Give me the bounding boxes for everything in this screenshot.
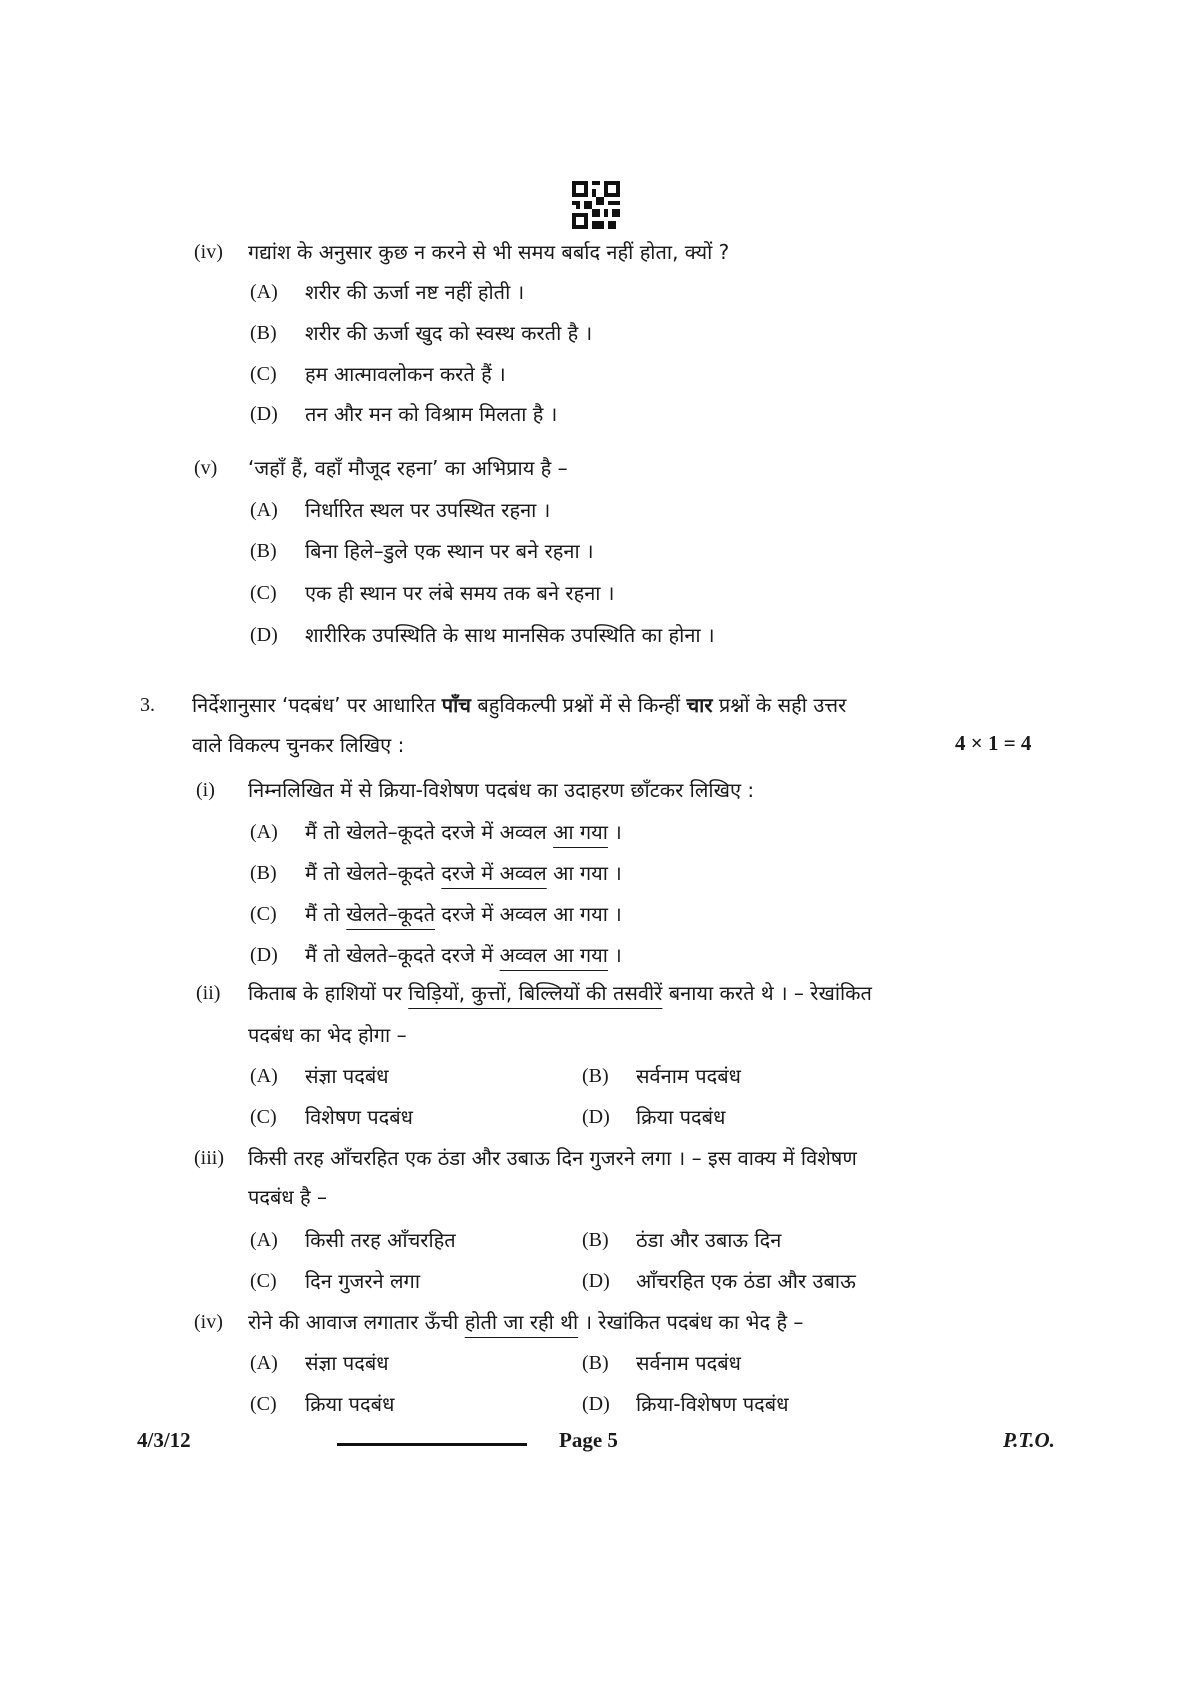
option-text: निर्धारित स्थल पर उपस्थित रहना । <box>305 498 551 522</box>
option-text: संज्ञा पदबंध <box>305 1351 389 1375</box>
question-text-line2: पदबंध का भेद होगा – <box>248 1023 407 1047</box>
option-label: (A) <box>250 1229 278 1251</box>
qr-code-icon <box>572 180 620 230</box>
option-label: (D) <box>582 1106 610 1128</box>
option-text: मैं तो खेलते–कूदते दरजे में अव्वल आ गया । <box>305 902 622 926</box>
option-text: मैं तो खेलते–कूदते दरजे में अव्वल आ गया । <box>305 943 622 967</box>
option-text: मैं तो खेलते–कूदते दरजे में अव्वल आ गया । <box>305 861 622 885</box>
option-label: (C) <box>250 582 277 604</box>
option-text: संज्ञा पदबंध <box>305 1064 389 1088</box>
option-text: बिना हिले–डुले एक स्थान पर बने रहना । <box>305 539 594 563</box>
question-text-line2: पदबंध है – <box>248 1185 328 1209</box>
option-label: (A) <box>250 281 278 303</box>
question-label: (ii) <box>196 982 221 1004</box>
option-label: (C) <box>250 903 277 925</box>
question-instruction: निर्देशानुसार ‘पदबंध’ पर आधारित पाँच बहुविकल्पी प्रश्नों में से किन्हीं चार प्रश्नों के सही उत्तर <box>192 693 847 717</box>
question-text: निम्नलिखित में से क्रिया-विशेषण पदबंध का उदाहरण छाँटकर लिखिए : <box>248 778 755 802</box>
option-label: (A) <box>250 1352 278 1374</box>
question-text: किताब के हाशियों पर चिड़ियों, कुत्तों, बिल्लियों की तसवीरें बनाया करते थे । – रेखांकित <box>248 981 872 1005</box>
question-label: (i) <box>196 779 215 801</box>
option-text: शारीरिक उपस्थिति के साथ मानसिक उपस्थिति का होना । <box>305 623 715 647</box>
option-text: आँचरहित एक ठंडा और उबाऊ <box>636 1269 856 1293</box>
option-text: क्रिया पदबंध <box>305 1392 395 1416</box>
option-text: क्रिया-विशेषण पदबंध <box>636 1392 789 1416</box>
page-number: Page 5 <box>559 1428 618 1452</box>
option-text: मैं तो खेलते–कूदते दरजे में अव्वल आ गया । <box>305 820 622 844</box>
option-text: सर्वनाम पदबंध <box>636 1064 741 1088</box>
option-text: दिन गुजरने लगा <box>305 1269 420 1293</box>
option-text: सर्वनाम पदबंध <box>636 1351 741 1375</box>
option-text: शरीर की ऊर्जा नष्ट नहीं होती । <box>305 280 525 304</box>
option-text: विशेषण पदबंध <box>305 1105 413 1129</box>
question-label: (iii) <box>194 1147 224 1169</box>
question-label: (iv) <box>194 241 223 263</box>
option-label: (B) <box>582 1352 609 1374</box>
option-text: एक ही स्थान पर लंबे समय तक बने रहना । <box>305 581 615 605</box>
option-label: (C) <box>250 363 277 385</box>
footer-rule <box>337 1443 527 1446</box>
option-label: (B) <box>250 862 277 884</box>
marks: 4 × 1 = 4 <box>955 731 1032 755</box>
option-text: क्रिया पदबंध <box>636 1105 726 1129</box>
option-label: (D) <box>250 624 278 646</box>
option-label: (B) <box>250 322 277 344</box>
option-label: (B) <box>582 1065 609 1087</box>
paper-code: 4/3/12 <box>137 1428 191 1452</box>
option-label: (A) <box>250 821 278 843</box>
option-text: हम आत्मावलोकन करते हैं । <box>305 362 506 386</box>
question-text: गद्यांश के अनुसार कुछ न करने से भी समय बर्बाद नहीं होता, क्यों ? <box>248 240 730 264</box>
question-text: किसी तरह आँचरहित एक ठंडा और उबाऊ दिन गुजरने लगा । – इस वाक्य में विशेषण <box>248 1146 857 1170</box>
option-label: (D) <box>250 403 278 425</box>
option-label: (C) <box>250 1270 277 1292</box>
option-text: तन और मन को विश्राम मिलता है । <box>305 402 558 426</box>
question-instruction-line2: वाले विकल्प चुनकर लिखिए : <box>192 733 405 757</box>
question-label: (v) <box>194 457 218 479</box>
question-text: ‘जहाँ हैं, वहाँ मौजूद रहना’ का अभिप्राय है – <box>248 456 568 480</box>
option-label: (D) <box>250 944 278 966</box>
option-label: (A) <box>250 1065 278 1087</box>
option-label: (A) <box>250 499 278 521</box>
option-label: (B) <box>582 1229 609 1251</box>
question-number: 3. <box>140 694 155 716</box>
option-label: (D) <box>582 1270 610 1292</box>
question-label: (iv) <box>194 1311 223 1333</box>
question-text: रोने की आवाज लगातार ऊँची होती जा रही थी । रेखांकित पदबंध का भेद है – <box>248 1310 804 1334</box>
option-label: (C) <box>250 1393 277 1415</box>
option-label: (C) <box>250 1106 277 1128</box>
option-label: (D) <box>582 1393 610 1415</box>
pto-label: P.T.O. <box>1003 1428 1055 1452</box>
option-text: शरीर की ऊर्जा खुद को स्वस्थ करती है । <box>305 321 593 345</box>
option-text: ठंडा और उबाऊ दिन <box>636 1228 782 1252</box>
option-label: (B) <box>250 540 277 562</box>
option-text: किसी तरह आँचरहित <box>305 1228 456 1252</box>
